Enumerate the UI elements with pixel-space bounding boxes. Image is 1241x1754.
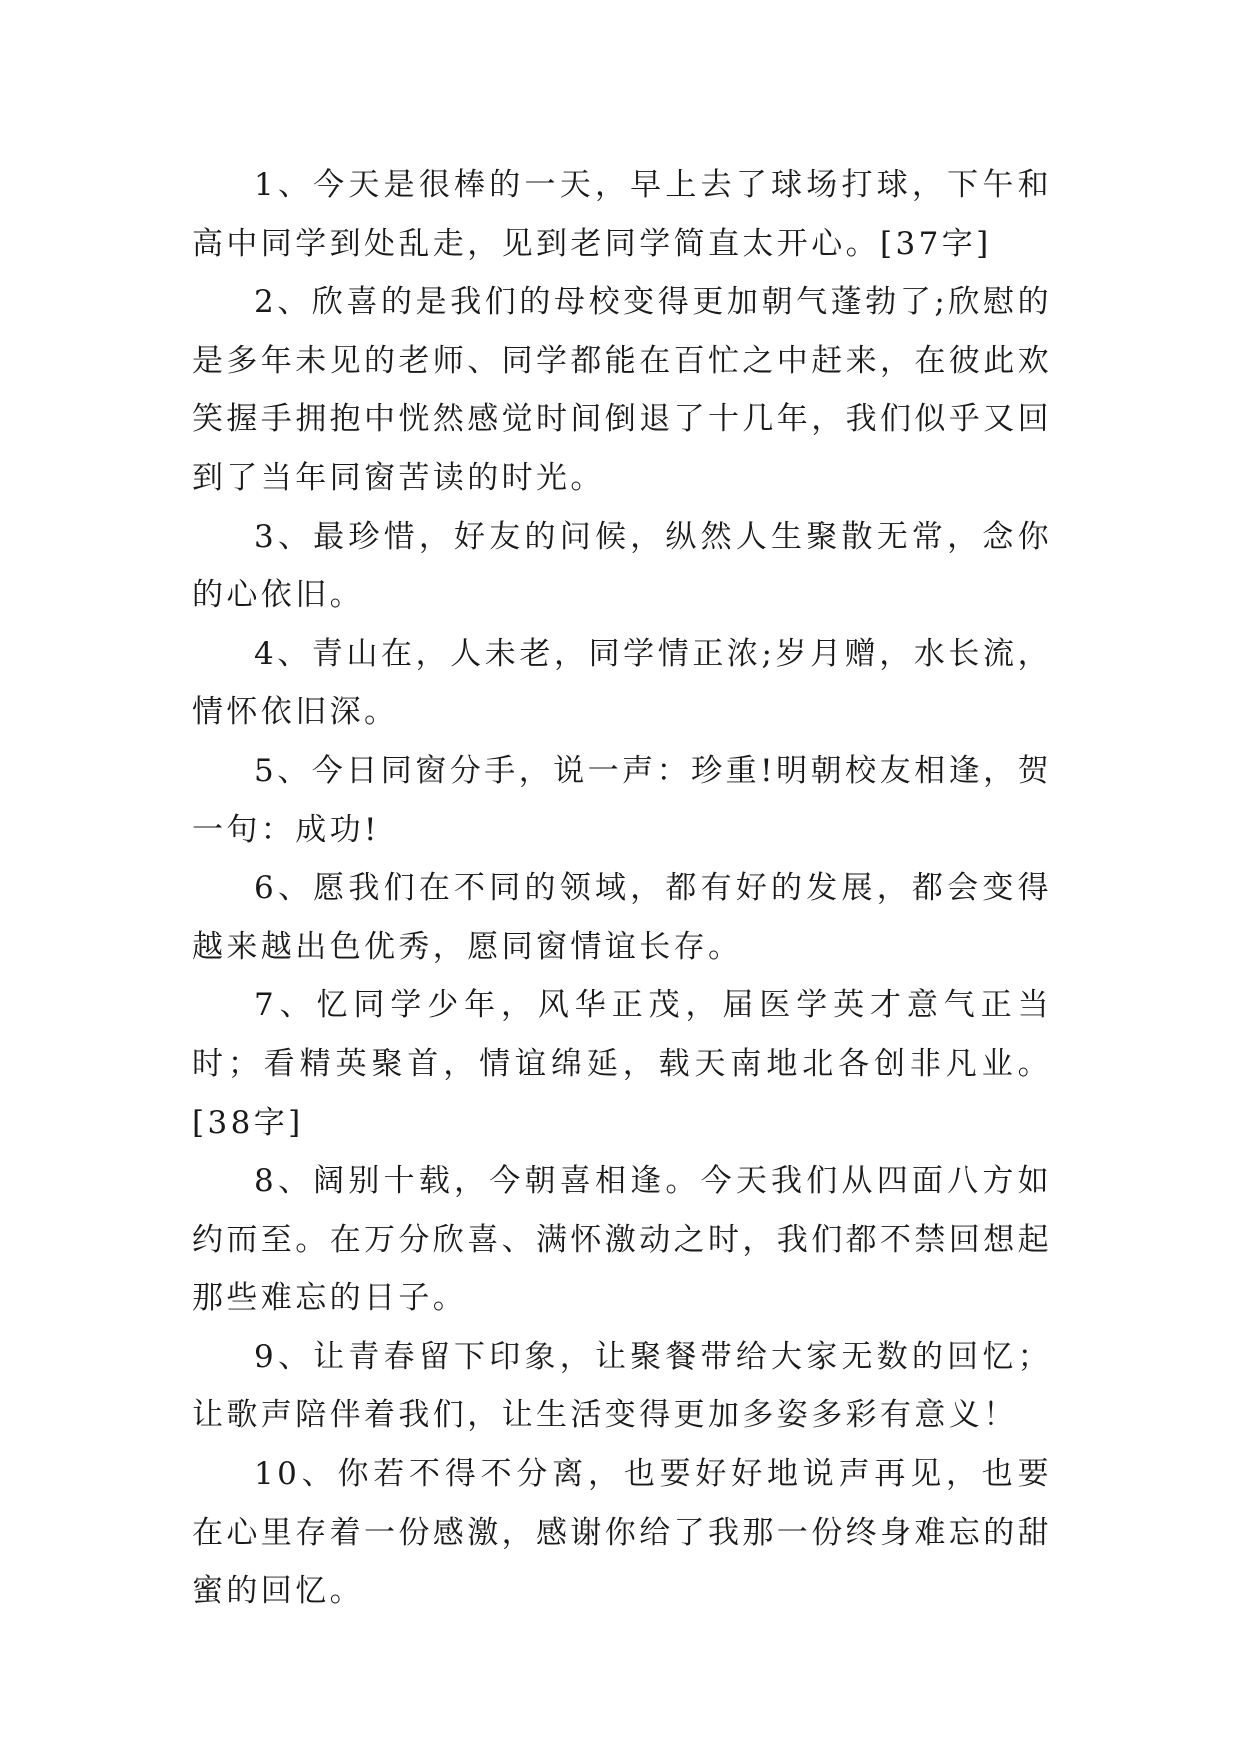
paragraph-9: 9、让青春留下印象，让聚餐带给大家无数的回忆；让歌声陪伴着我们，让生活变得更加多姿多彩有意义！ bbox=[192, 1338, 1052, 1434]
paragraph-10: 10、你若不得不分离，也要好好地说声再见，也要在心里存着一份感激，感谢你给了我那一份终身难忘的甜蜜的回忆。 bbox=[192, 1456, 1052, 1610]
paragraph-5: 5、今日同窗分手，说一声：珍重!明朝校友相逢，贺一句：成功! bbox=[192, 752, 1052, 848]
paragraph-8: 8、阔别十载，今朝喜相逢。今天我们从四面八方如约而至。在万分欣喜、满怀激动之时，我们都不禁回想起那些难忘的日子。 bbox=[192, 1163, 1052, 1317]
paragraph-2: 2、欣喜的是我们的母校变得更加朝气蓬勃了;欣慰的是多年未见的老师、同学都能在百忙之中赶来，在彼此欢笑握手拥抱中恍然感觉时间倒退了十几年，我们似乎又回到了当年同窗苦读的时光。 bbox=[192, 284, 1052, 496]
paragraph-7: 7、忆同学少年，风华正茂，届医学英才意气正当时；看精英聚首，情谊绵延，载天南地北各创非凡业。[38字] bbox=[192, 987, 1052, 1141]
paragraph-1: 1、今天是很棒的一天，早上去了球场打球，下午和高中同学到处乱走，见到老同学简直太开心。[37字] bbox=[192, 167, 1052, 262]
paragraph-3: 3、最珍惜，好友的问候，纵然人生聚散无常，念你的心依旧。 bbox=[192, 518, 1052, 614]
document-body bbox=[192, 156, 1052, 1621]
paragraph-6: 6、愿我们在不同的领域，都有好的发展，都会变得越来越出色优秀，愿同窗情谊长存。 bbox=[192, 870, 1052, 965]
paragraph-4: 4、青山在，人未老，同学情正浓;岁月赠，水长流，情怀依旧深。 bbox=[192, 635, 1052, 731]
